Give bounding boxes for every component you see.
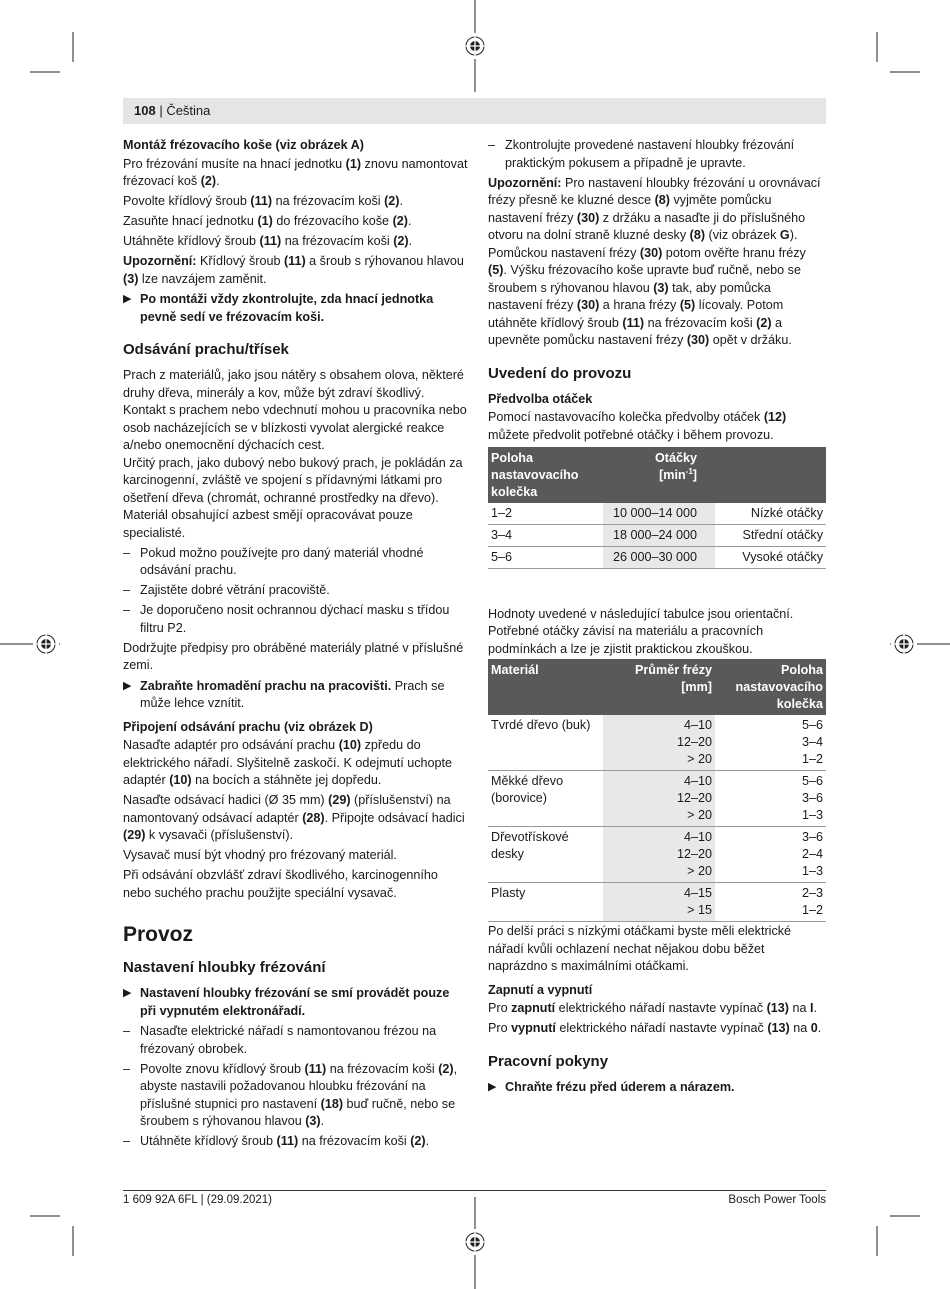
crosshair-icon-bottom <box>462 1229 488 1255</box>
list-item: – Zkontrolujte provedené nastavení hloubky frézování praktickým pokusem a případně je upravte. <box>488 137 826 172</box>
page-header <box>134 102 210 120</box>
warning-item: ▶ Zabraňte hromadění prachu na pracovišti. Prach se může lehce vznítit. <box>123 678 445 710</box>
footer-brand: Bosch Power Tools <box>728 1194 826 1206</box>
table-header: Poloha nastavovacího kolečka <box>488 447 603 503</box>
paragraph: Pomocí nastavovacího kolečka předvolby otáček (12) můžete předvolit potřebné otáčky i během provozu. <box>488 410 787 442</box>
paragraph: Vysavač musí být vhodný pro frézovaný materiál. <box>123 848 397 862</box>
paragraph: Po delší práci s nízkými otáčkami byste měli elektrické nářadí kvůli ochlazení nechat nějakou dobu běžet naprázdno s maximálními otáčkami. <box>488 924 792 973</box>
table-header: Otáčky $[\min^{-1}]$ <box>603 447 715 503</box>
paragraph: Povolte křídlový šroub (11) na frézovacím koši (2). <box>123 194 404 208</box>
table-row: 3–4 18 000–24 000 Střední otáčky <box>488 524 826 546</box>
paragraph: Určitý prach, jako dubový nebo bukový prach, je pokládán za karcinogenní, zvláště ve spojení s přídavnými látkami pro ošetření dřeva (chromát, ochranné prostředky na dřevo). Materiál obsahující azbest smějí opracovávat pouze specialisté. <box>123 455 463 540</box>
warning-item: ▶ Po montáži vždy zkontrolujte, zda hnací jednotka pevně sedí ve frézovacím koši. <box>123 292 434 324</box>
list-item: – Povolte znovu křídlový šroub (11) na frézovacím koši (2), abyste nastavili požadovanou hloubku frézování na příslušné stupnici pro nastavení (18) buď ručně, nebo se šroubem s rýhovanou hlavou (3). <box>123 1061 468 1131</box>
paragraph: Dodržujte předpisy pro obráběné materiály platné v příslušné zemi. <box>123 640 464 672</box>
section-title-startup: Uvedení do provozu <box>488 364 632 382</box>
header-separator: | <box>155 103 167 118</box>
table-header: Poloha nastavovacího kolečka <box>715 659 826 715</box>
page-header-bar <box>123 98 826 124</box>
material-table <box>488 659 826 922</box>
table-row: 5–6 26 000–30 000 Vysoké otáčky <box>488 546 826 568</box>
table-row: Dřevotřískové desky 4–10 12–20 > 20 3–6 2–4 1–3 <box>488 827 826 883</box>
paragraph: Nasaďte adaptér pro odsávání prachu (10) zpředu do elektrického nářadí. Slyšitelně zaskočí. K odejmutí uchopte adaptér (10) na bocích a stáhněte jej dopředu. <box>123 738 453 787</box>
triangle-right-icon: ▶ <box>488 1080 497 1093</box>
paragraph: Nasaďte odsávací hadici (Ø 35 mm) (29) (příslušenství) na namontovaný odsávací adaptér (28). Připojte odsávací hadici (29) k vysavači (příslušenství). <box>123 793 465 842</box>
crosshair-icon-right <box>891 631 917 657</box>
triangle-right-icon: ▶ <box>123 987 132 999</box>
list-item: – Utáhněte křídlový šroub (11) na frézovacím koši (2). <box>123 1133 468 1151</box>
section-title-speed: Předvolba otáček <box>488 391 593 406</box>
header-language: Čeština <box>166 103 211 118</box>
left-column <box>123 137 468 1153</box>
paragraph: Pro vypnutí elektrického nářadí nastavte vypínač (13) na 0. <box>488 1021 822 1035</box>
warning-item: ▶ Chraňte frézu před úderem a nárazem. <box>488 1079 826 1097</box>
chapter-title-provoz: Provoz <box>123 923 194 946</box>
table-row: Tvrdé dřevo (buk) 4–10 12–20 > 20 5–6 3–4 1–2 <box>488 715 826 771</box>
section-title-depth: Nastavení hloubky frézování <box>123 959 326 976</box>
section-title-mounting: Montáž frézovacího koše (viz obrázek A) <box>123 138 364 152</box>
table-header-empty <box>715 447 826 503</box>
page-footer <box>123 1190 826 1208</box>
paragraph: Zasuňte hnací jednotku (1) do frézovacího koše (2). <box>123 214 412 228</box>
note-paragraph: Upozornění: Křídlový šroub (11) a šroub s rýhovanou hlavou (3) lze navzájem zaměnit. <box>123 254 464 286</box>
note-paragraph: Upozornění: Pro nastavení hloubky frézování u orovnávací frézy přesně ke kluzné desce (8) vyjměte pomůcku nastavení frézy (30) z držáku a nasaďte ji do příslušného otvoru na dolní straně kluzné desky (8) (viz obrázek G). Pomůckou nastavení frézy (30) potom ověřte hranu frézy (5). Výšku frézovacího koše upravte buď ručně, nebo se šroubem s rýhovanou hlavou (3) tak, aby pomůcka nastavení frézy (30) a hrana frézy (5) lícovaly. Potom utáhněte křídlový šroub (11) na frézovacím koši (2) a upevněte pomůcku nastavení frézy (30) opět v držáku. <box>488 175 821 347</box>
paragraph: Pro zapnutí elektrického nářadí nastavte vypínač (13) na I. <box>488 1001 818 1015</box>
paragraph: Utáhněte křídlový šroub (11) na frézovacím koši (2). <box>123 234 413 248</box>
list-item: – Je doporučeno nosit ochrannou dýchací masku s třídou filtru P2. <box>123 602 468 637</box>
list-item: – Zajistěte dobré větrání pracoviště. <box>123 582 468 600</box>
table-row: Plasty 4–15 > 15 2–3 1–2 <box>488 883 826 922</box>
right-column <box>488 137 826 1099</box>
section-title-dust: Odsávání prachu/třísek <box>123 341 289 358</box>
section-title-work: Pracovní pokyny <box>488 1052 609 1070</box>
paragraph: Prach z materiálů, jako jsou nátěry s obsahem olova, některé druhy dřeva, minerály a kov, může být zdraví škodlivý. Kontakt s prachem nebo vdechnutí mohou u pracovníka nebo osob nacházejících se v blízkosti vyvolat alergické reakce a/nebo onemocnění dýchacích cest. <box>123 368 467 452</box>
table-row: 1–2 10 000–14 000 Nízké otáčky <box>488 503 826 525</box>
page-number: 108 <box>134 103 156 118</box>
paragraph: Při odsávání obzvlášť zdraví škodlivého, karcinogenního nebo suchého prachu použijte speciální vysavač. <box>123 868 438 900</box>
warning-item: ▶ Nastavení hloubky frézování se smí provádět pouze při vypnutém elektronářadí. <box>123 986 450 1018</box>
table-header: Materiál <box>488 659 603 715</box>
paragraph: Pro frézování musíte na hnací jednotku (1) znovu namontovat frézovací koš (2). <box>123 156 468 188</box>
list-item: – Pokud možno používejte pro daný materiál vhodné odsávání prachu. <box>123 545 468 580</box>
crosshair-icon-left <box>33 631 59 657</box>
footer-doc-id: 1 609 92A 6FL | (29.09.2021) <box>123 1194 272 1206</box>
section-title-connection: Připojení odsávání prachu (viz obrázek D) <box>123 719 373 734</box>
list-item: – Nasaďte elektrické nářadí s namontovanou frézou na frézovaný obrobek. <box>123 1023 468 1058</box>
paragraph: Hodnoty uvedené v následující tabulce jsou orientační. Potřebné otáčky závisí na materiálu a pracovních podmínkách a lze je zjistit praktickou zkouškou. <box>488 606 794 656</box>
crosshair-icon-top <box>462 33 488 59</box>
triangle-right-icon: ▶ <box>123 293 132 305</box>
triangle-right-icon: ▶ <box>123 679 132 692</box>
speed-table <box>488 447 826 569</box>
table-header: Průměr frézy [mm] <box>603 659 715 715</box>
table-row: Měkké dřevo (borovice) 4–10 12–20 > 20 5–6 3–6 1–3 <box>488 771 826 827</box>
section-title-onoff: Zapnutí a vypnutí <box>488 982 593 997</box>
